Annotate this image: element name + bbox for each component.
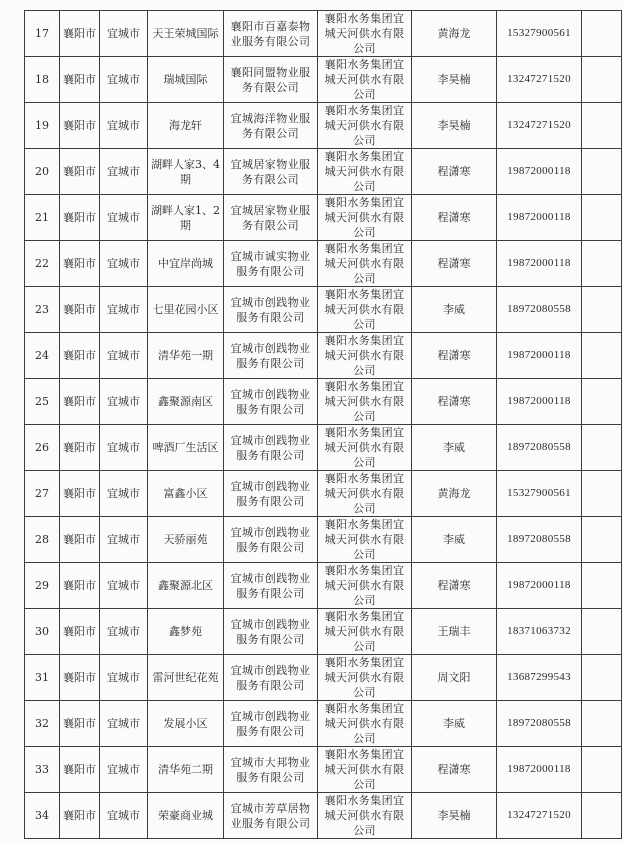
district-cell: 宜城市 <box>100 149 148 195</box>
water-company-cell: 襄阳水务集团宜城天河供水有限公司 <box>318 793 412 839</box>
district-cell: 宜城市 <box>100 747 148 793</box>
table-row <box>25 195 622 241</box>
city-cell: 襄阳市 <box>60 609 100 655</box>
property-company-cell: 襄阳市百嘉泰物业服务有限公司 <box>224 11 318 57</box>
water-company-cell: 襄阳水务集团宜城天河供水有限公司 <box>318 425 412 471</box>
phone-cell: 19872000118 <box>497 379 582 425</box>
phone-cell: 18972080558 <box>497 425 582 471</box>
table-row <box>25 517 622 563</box>
contact-person-cell: 李昊楠 <box>412 793 497 839</box>
table-row <box>25 149 622 195</box>
district-cell: 宜城市 <box>100 517 148 563</box>
phone-cell: 13247271520 <box>497 103 582 149</box>
contact-person-cell: 黄海龙 <box>412 471 497 517</box>
phone-cell: 18972080558 <box>497 701 582 747</box>
remark-cell <box>582 793 622 839</box>
district-cell: 宜城市 <box>100 793 148 839</box>
community-name-cell: 荣豪商业城 <box>148 793 224 839</box>
phone-cell: 15327900561 <box>497 11 582 57</box>
water-company-cell: 襄阳水务集团宜城天河供水有限公司 <box>318 57 412 103</box>
district-cell: 宜城市 <box>100 287 148 333</box>
water-company-cell: 襄阳水务集团宜城天河供水有限公司 <box>318 609 412 655</box>
row-number: 31 <box>25 655 60 701</box>
district-cell: 宜城市 <box>100 609 148 655</box>
table-row <box>25 655 622 701</box>
remark-cell <box>582 287 622 333</box>
remark-cell <box>582 103 622 149</box>
water-company-cell: 襄阳水务集团宜城天河供水有限公司 <box>318 517 412 563</box>
table-row <box>25 287 622 333</box>
city-cell: 襄阳市 <box>60 425 100 471</box>
community-name-cell: 富鑫小区 <box>148 471 224 517</box>
city-cell: 襄阳市 <box>60 793 100 839</box>
district-cell: 宜城市 <box>100 57 148 103</box>
row-number: 27 <box>25 471 60 517</box>
district-cell: 宜城市 <box>100 563 148 609</box>
table-row <box>25 747 622 793</box>
contact-person-cell: 王瑞丰 <box>412 609 497 655</box>
contact-person-cell: 程潇寒 <box>412 747 497 793</box>
row-number: 22 <box>25 241 60 287</box>
community-name-cell: 瑞城国际 <box>148 57 224 103</box>
contact-person-cell: 程潇寒 <box>412 195 497 241</box>
phone-cell: 19872000118 <box>497 195 582 241</box>
community-name-cell: 湖畔人家3、4期 <box>148 149 224 195</box>
community-name-cell: 啤酒厂生活区 <box>148 425 224 471</box>
remark-cell <box>582 517 622 563</box>
district-cell: 宜城市 <box>100 471 148 517</box>
phone-cell: 15327900561 <box>497 471 582 517</box>
row-number: 24 <box>25 333 60 379</box>
remark-cell <box>582 747 622 793</box>
water-company-cell: 襄阳水务集团宜城天河供水有限公司 <box>318 333 412 379</box>
phone-cell: 19872000118 <box>497 747 582 793</box>
property-company-cell: 宜城市诚实物业服务有限公司 <box>224 241 318 287</box>
contact-person-cell: 程潇寒 <box>412 241 497 287</box>
water-company-cell: 襄阳水务集团宜城天河供水有限公司 <box>318 11 412 57</box>
remark-cell <box>582 563 622 609</box>
contact-person-cell: 李威 <box>412 701 497 747</box>
district-cell: 宜城市 <box>100 379 148 425</box>
community-table <box>24 10 622 839</box>
table-row <box>25 241 622 287</box>
city-cell: 襄阳市 <box>60 103 100 149</box>
city-cell: 襄阳市 <box>60 195 100 241</box>
water-company-cell: 襄阳水务集团宜城天河供水有限公司 <box>318 747 412 793</box>
property-company-cell: 宜城市大邦物业服务有限公司 <box>224 747 318 793</box>
community-name-cell: 天骄丽苑 <box>148 517 224 563</box>
row-number: 34 <box>25 793 60 839</box>
water-company-cell: 襄阳水务集团宜城天河供水有限公司 <box>318 471 412 517</box>
table-row <box>25 701 622 747</box>
community-name-cell: 清华苑二期 <box>148 747 224 793</box>
remark-cell <box>582 701 622 747</box>
phone-cell: 18972080558 <box>497 287 582 333</box>
water-company-cell: 襄阳水务集团宜城天河供水有限公司 <box>318 103 412 149</box>
city-cell: 襄阳市 <box>60 747 100 793</box>
property-company-cell: 宜城市创践物业服务有限公司 <box>224 379 318 425</box>
contact-person-cell: 李威 <box>412 425 497 471</box>
community-name-cell: 鑫梦苑 <box>148 609 224 655</box>
city-cell: 襄阳市 <box>60 517 100 563</box>
row-number: 20 <box>25 149 60 195</box>
row-number: 19 <box>25 103 60 149</box>
contact-person-cell: 李威 <box>412 517 497 563</box>
city-cell: 襄阳市 <box>60 11 100 57</box>
table-row <box>25 563 622 609</box>
property-company-cell: 宜城市创践物业服务有限公司 <box>224 287 318 333</box>
row-number: 17 <box>25 11 60 57</box>
remark-cell <box>582 11 622 57</box>
remark-cell <box>582 425 622 471</box>
community-name-cell: 清华苑一期 <box>148 333 224 379</box>
contact-person-cell: 李威 <box>412 287 497 333</box>
remark-cell <box>582 195 622 241</box>
city-cell: 襄阳市 <box>60 333 100 379</box>
district-cell: 宜城市 <box>100 195 148 241</box>
phone-cell: 19872000118 <box>497 149 582 195</box>
remark-cell <box>582 379 622 425</box>
community-name-cell: 鑫聚源北区 <box>148 563 224 609</box>
table-row <box>25 103 622 149</box>
row-number: 26 <box>25 425 60 471</box>
city-cell: 襄阳市 <box>60 287 100 333</box>
community-name-cell: 海龙轩 <box>148 103 224 149</box>
contact-person-cell: 程潇寒 <box>412 379 497 425</box>
property-company-cell: 宜城市创践物业服务有限公司 <box>224 609 318 655</box>
phone-cell: 19872000118 <box>497 563 582 609</box>
contact-person-cell: 李昊楠 <box>412 57 497 103</box>
remark-cell <box>582 609 622 655</box>
property-company-cell: 宜城市创践物业服务有限公司 <box>224 471 318 517</box>
city-cell: 襄阳市 <box>60 701 100 747</box>
phone-cell: 18972080558 <box>497 517 582 563</box>
remark-cell <box>582 149 622 195</box>
phone-cell: 13247271520 <box>497 57 582 103</box>
phone-cell: 13687299543 <box>497 655 582 701</box>
table-row <box>25 609 622 655</box>
water-company-cell: 襄阳水务集团宜城天河供水有限公司 <box>318 655 412 701</box>
property-company-cell: 宜城市创践物业服务有限公司 <box>224 655 318 701</box>
community-name-cell: 发展小区 <box>148 701 224 747</box>
property-company-cell: 宜城市创践物业服务有限公司 <box>224 425 318 471</box>
community-name-cell: 鑫聚源南区 <box>148 379 224 425</box>
phone-cell: 19872000118 <box>497 333 582 379</box>
property-company-cell: 宜城居家物业服务有限公司 <box>224 149 318 195</box>
district-cell: 宜城市 <box>100 425 148 471</box>
remark-cell <box>582 241 622 287</box>
district-cell: 宜城市 <box>100 701 148 747</box>
district-cell: 宜城市 <box>100 241 148 287</box>
contact-person-cell: 黄海龙 <box>412 11 497 57</box>
city-cell: 襄阳市 <box>60 655 100 701</box>
table-row <box>25 793 622 839</box>
city-cell: 襄阳市 <box>60 241 100 287</box>
remark-cell <box>582 471 622 517</box>
phone-cell: 18371063732 <box>497 609 582 655</box>
row-number: 29 <box>25 563 60 609</box>
district-cell: 宜城市 <box>100 333 148 379</box>
community-name-cell: 雷河世纪花苑 <box>148 655 224 701</box>
property-company-cell: 宜城市创践物业服务有限公司 <box>224 563 318 609</box>
water-company-cell: 襄阳水务集团宜城天河供水有限公司 <box>318 563 412 609</box>
table-row <box>25 471 622 517</box>
table-row <box>25 11 622 57</box>
table-row <box>25 379 622 425</box>
district-cell: 宜城市 <box>100 11 148 57</box>
remark-cell <box>582 57 622 103</box>
row-number: 21 <box>25 195 60 241</box>
property-company-cell: 宜城市芳草居物业服务有限公司 <box>224 793 318 839</box>
water-company-cell: 襄阳水务集团宜城天河供水有限公司 <box>318 195 412 241</box>
remark-cell <box>582 333 622 379</box>
table-row <box>25 425 622 471</box>
community-name-cell: 七里花园小区 <box>148 287 224 333</box>
property-company-cell: 宜城市创践物业服务有限公司 <box>224 701 318 747</box>
row-number: 28 <box>25 517 60 563</box>
district-cell: 宜城市 <box>100 655 148 701</box>
city-cell: 襄阳市 <box>60 57 100 103</box>
property-company-cell: 宜城居家物业服务有限公司 <box>224 195 318 241</box>
row-number: 23 <box>25 287 60 333</box>
community-name-cell: 中宜岸尚城 <box>148 241 224 287</box>
table-row <box>25 57 622 103</box>
contact-person-cell: 周文阳 <box>412 655 497 701</box>
water-company-cell: 襄阳水务集团宜城天河供水有限公司 <box>318 241 412 287</box>
table-body <box>25 11 622 839</box>
phone-cell: 13247271520 <box>497 793 582 839</box>
row-number: 30 <box>25 609 60 655</box>
city-cell: 襄阳市 <box>60 471 100 517</box>
property-company-cell: 宜城市创践物业服务有限公司 <box>224 517 318 563</box>
water-company-cell: 襄阳水务集团宜城天河供水有限公司 <box>318 287 412 333</box>
property-company-cell: 宜城市创践物业服务有限公司 <box>224 333 318 379</box>
city-cell: 襄阳市 <box>60 563 100 609</box>
water-company-cell: 襄阳水务集团宜城天河供水有限公司 <box>318 701 412 747</box>
contact-person-cell: 程潇寒 <box>412 333 497 379</box>
water-company-cell: 襄阳水务集团宜城天河供水有限公司 <box>318 149 412 195</box>
property-company-cell: 宜城海洋物业服务有限公司 <box>224 103 318 149</box>
water-company-cell: 襄阳水务集团宜城天河供水有限公司 <box>318 379 412 425</box>
phone-cell: 19872000118 <box>497 241 582 287</box>
row-number: 32 <box>25 701 60 747</box>
district-cell: 宜城市 <box>100 103 148 149</box>
row-number: 18 <box>25 57 60 103</box>
contact-person-cell: 李昊楠 <box>412 103 497 149</box>
table-row <box>25 333 622 379</box>
remark-cell <box>582 655 622 701</box>
city-cell: 襄阳市 <box>60 379 100 425</box>
community-name-cell: 天王荣城国际 <box>148 11 224 57</box>
community-name-cell: 湖畔人家1、2期 <box>148 195 224 241</box>
row-number: 25 <box>25 379 60 425</box>
property-company-cell: 襄阳同盟物业服务有限公司 <box>224 57 318 103</box>
row-number: 33 <box>25 747 60 793</box>
city-cell: 襄阳市 <box>60 149 100 195</box>
contact-person-cell: 程潇寒 <box>412 563 497 609</box>
contact-person-cell: 程潇寒 <box>412 149 497 195</box>
